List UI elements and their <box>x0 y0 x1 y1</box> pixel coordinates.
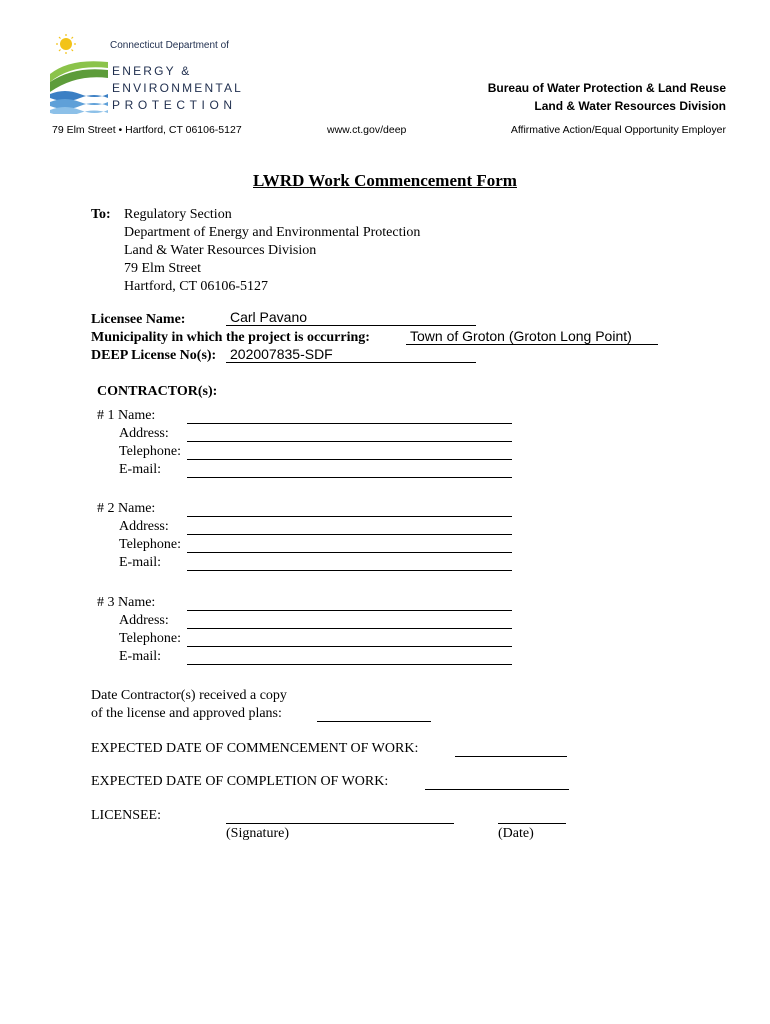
division-name: Land & Water Resources Division <box>534 99 726 113</box>
header-address: 79 Elm Street • Hartford, CT 06106-5127 <box>52 124 242 136</box>
contractor-2-address-field[interactable] <box>187 518 512 535</box>
contractor-1-name-field[interactable] <box>187 407 512 424</box>
logo-environmental-line: ENVIRONMENTAL <box>112 81 244 95</box>
date-caption: (Date) <box>498 826 534 841</box>
contractor-3-email-label: E-mail: <box>119 649 161 664</box>
logo-protection-line: PROTECTION <box>112 98 237 112</box>
copy-received-label-line1: Date Contractor(s) received a copy <box>91 688 287 703</box>
logo-energy-line: ENERGY & <box>112 64 192 78</box>
contractor-2-telephone-field[interactable] <box>187 536 512 553</box>
to-line: Department of Energy and Environmental Protection <box>124 225 421 240</box>
contractor-3-telephone-label: Telephone: <box>119 631 181 646</box>
contractors-heading: CONTRACTOR(s): <box>97 384 218 399</box>
contractor-2-address-label: Address: <box>119 519 169 534</box>
contractor-2-name-field[interactable] <box>187 500 512 517</box>
copy-received-label-line2: of the license and approved plans: <box>91 706 282 721</box>
contractor-1-telephone-field[interactable] <box>187 443 512 460</box>
to-line: Land & Water Resources Division <box>124 243 317 258</box>
contractor-3-name-field[interactable] <box>187 594 512 611</box>
municipality-value: Town of Groton (Groton Long Point) <box>410 328 632 344</box>
municipality-field[interactable] <box>406 329 658 345</box>
contractor-1-email-field[interactable] <box>187 461 512 478</box>
contractor-3-name-label: # 3 Name: <box>97 595 156 610</box>
contractor-1-telephone-label: Telephone: <box>119 444 181 459</box>
contractor-2-email-field[interactable] <box>187 554 512 571</box>
contractor-3-telephone-field[interactable] <box>187 630 512 647</box>
municipality-label: Municipality in which the project is occurring: <box>91 330 370 345</box>
license-number-value: 202007835-SDF <box>230 346 333 362</box>
header-website[interactable]: www.ct.gov/deep <box>327 124 407 136</box>
form-title: LWRD Work Commencement Form <box>253 171 517 190</box>
signature-caption: (Signature) <box>226 826 289 841</box>
licensee-date-field[interactable] <box>498 807 566 824</box>
to-line: 79 Elm Street <box>124 261 201 276</box>
copy-received-date-field[interactable] <box>317 705 431 722</box>
bureau-name: Bureau of Water Protection & Land Reuse <box>487 81 726 95</box>
contractor-2-name-label: # 2 Name: <box>97 501 156 516</box>
contractor-1-email-label: E-mail: <box>119 462 161 477</box>
to-label: To: <box>91 207 111 222</box>
licensee-name-value: Carl Pavano <box>230 309 308 325</box>
contractor-3-address-label: Address: <box>119 613 169 628</box>
header-employer: Affirmative Action/Equal Opportunity Employer <box>510 124 726 136</box>
logo-department-line: Connecticut Department of <box>110 40 229 51</box>
completion-date-label: EXPECTED DATE OF COMPLETION OF WORK: <box>91 774 389 789</box>
contractor-3-address-field[interactable] <box>187 612 512 629</box>
to-line: Regulatory Section <box>124 207 232 222</box>
licensee-signature-field[interactable] <box>226 807 454 824</box>
commencement-date-field[interactable] <box>455 740 567 757</box>
deep-logo-icon <box>50 34 110 114</box>
commencement-date-label: EXPECTED DATE OF COMMENCEMENT OF WORK: <box>91 741 419 756</box>
contractor-3-email-field[interactable] <box>187 648 512 665</box>
licensee-signature-label: LICENSEE: <box>91 808 161 823</box>
license-number-label: DEEP License No(s): <box>91 348 217 363</box>
contractor-2-email-label: E-mail: <box>119 555 161 570</box>
licensee-name-label: Licensee Name: <box>91 312 186 327</box>
completion-date-field[interactable] <box>425 773 569 790</box>
contractor-2-telephone-label: Telephone: <box>119 537 181 552</box>
contractor-1-name-label: # 1 Name: <box>97 408 156 423</box>
to-line: Hartford, CT 06106-5127 <box>124 279 268 294</box>
contractor-1-address-field[interactable] <box>187 425 512 442</box>
license-number-field[interactable] <box>226 347 476 363</box>
licensee-name-field[interactable] <box>226 310 476 326</box>
contractor-1-address-label: Address: <box>119 426 169 441</box>
